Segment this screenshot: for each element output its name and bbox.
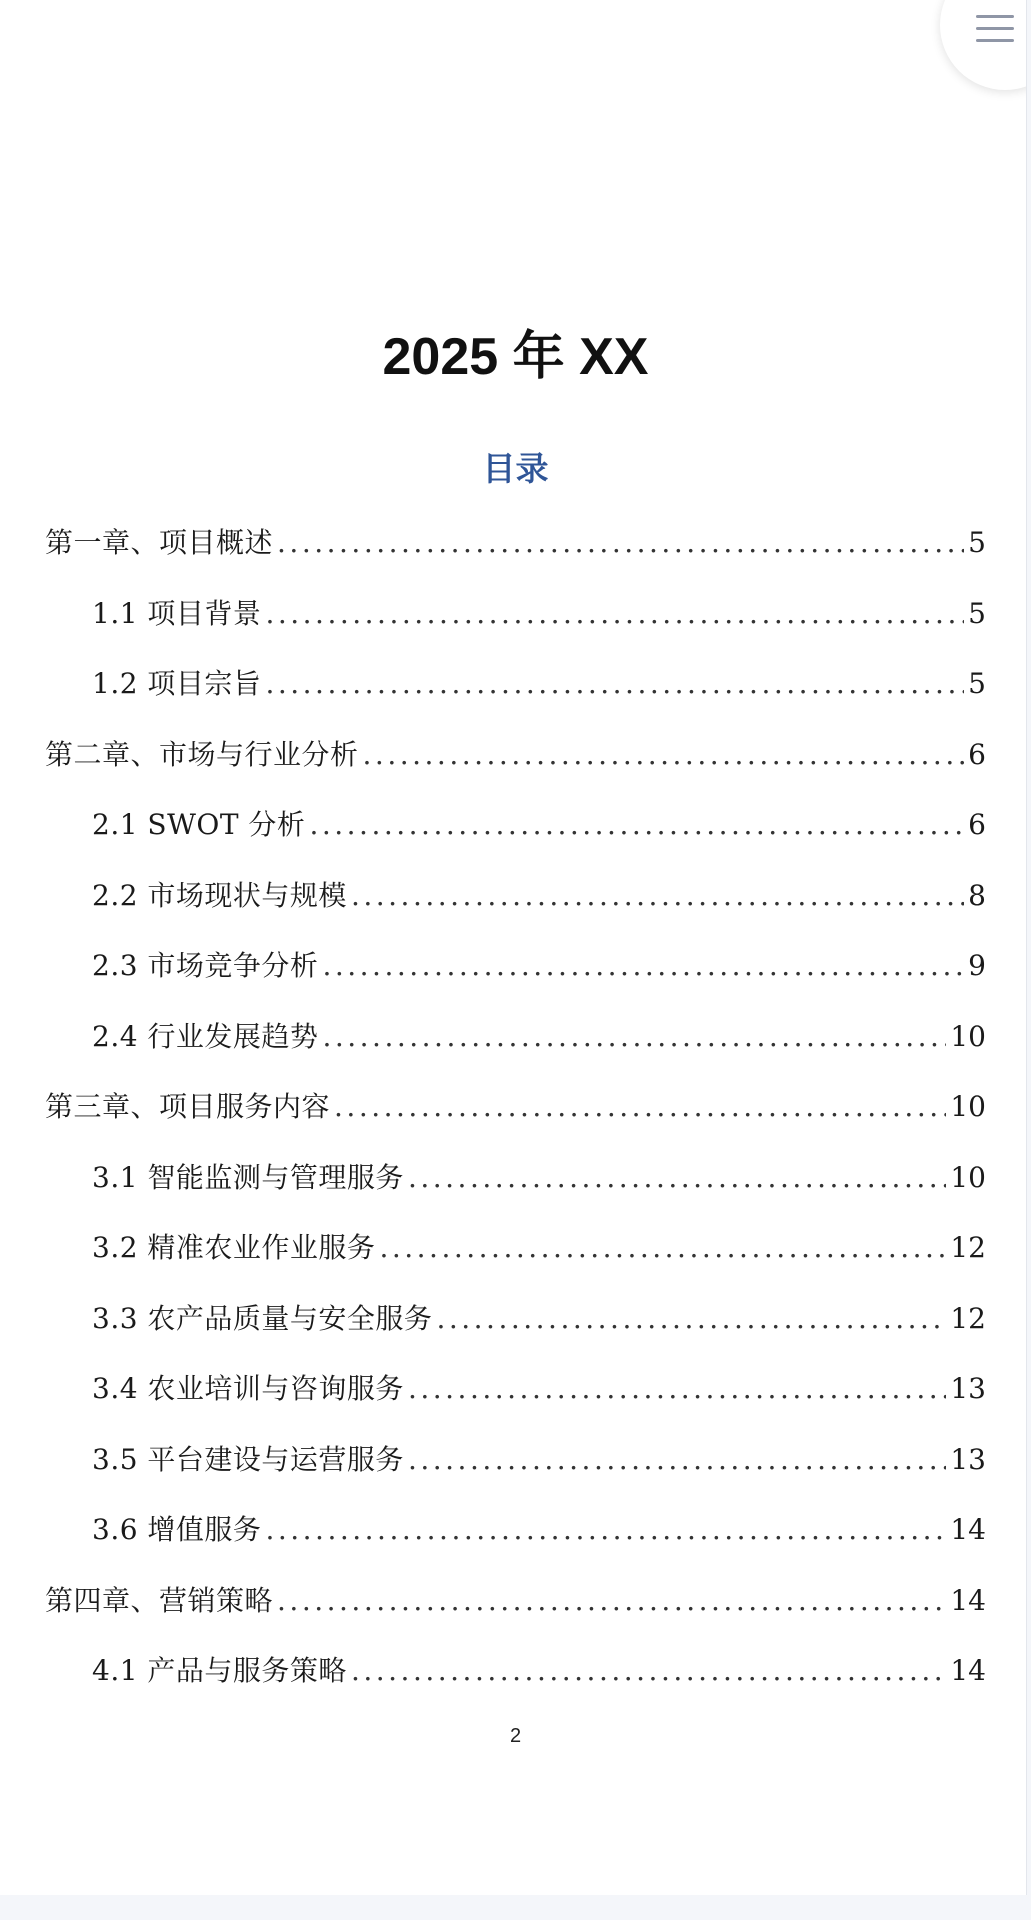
- toc-entry-page: 14: [950, 1513, 986, 1546]
- table-of-contents: [45, 508, 986, 1707]
- toc-entry-title: 4.1 产品与服务策略: [92, 1654, 347, 1687]
- toc-entry-title: 2.2 市场现状与规模: [92, 878, 347, 912]
- toc-dot-leader: [322, 931, 964, 1002]
- toc-dot-leader: [265, 649, 964, 720]
- toc-entry-page: 12: [950, 1231, 986, 1264]
- toc-entry-title: 第一章、项目概述: [45, 526, 274, 559]
- toc-dot-leader: [363, 720, 965, 791]
- toc-section-entry[interactable]: [45, 1284, 986, 1355]
- toc-section-entry[interactable]: [45, 1143, 986, 1214]
- toc-section-entry[interactable]: [45, 1495, 986, 1566]
- toc-section-entry[interactable]: [45, 931, 986, 1002]
- toc-dot-leader: [309, 790, 964, 861]
- toc-dot-leader: [351, 1636, 946, 1707]
- toc-dot-leader: [334, 1072, 946, 1143]
- toc-dot-leader: [379, 1213, 946, 1284]
- toc-entry-page: 6: [968, 808, 986, 841]
- document-title: 2025 年 XX: [382, 328, 649, 386]
- toc-chapter-entry[interactable]: [45, 508, 986, 579]
- toc-entry-page: 14: [950, 1583, 986, 1617]
- toc-dot-leader: [408, 1425, 946, 1496]
- toc-chapter-entry[interactable]: [45, 1566, 986, 1637]
- toc-section-entry[interactable]: [45, 1636, 986, 1707]
- toc-entry-title: 3.1 智能监测与管理服务: [92, 1160, 404, 1194]
- toc-dot-leader: [277, 1566, 946, 1637]
- toc-dot-leader: [351, 861, 964, 932]
- toc-section-entry[interactable]: [45, 649, 986, 720]
- toc-entry-page: 12: [950, 1301, 986, 1335]
- menu-button[interactable]: [940, 0, 1027, 90]
- toc-entry-page: 13: [950, 1372, 986, 1405]
- toc-dot-leader: [277, 508, 964, 579]
- toc-section-entry[interactable]: [45, 861, 986, 932]
- toc-entry-title: 2.1 SWOT 分析: [92, 808, 306, 841]
- toc-dot-leader: [265, 1495, 946, 1566]
- toc-entry-title: 第四章、营销策略: [45, 1583, 274, 1617]
- page-number: 2: [509, 1725, 522, 1747]
- toc-entry-page: 13: [950, 1442, 986, 1476]
- toc-entry-title: 2.4 行业发展趋势: [92, 1019, 319, 1053]
- toc-entry-page: 10: [950, 1019, 986, 1053]
- toc-entry-title: 1.2 项目宗旨: [92, 667, 262, 700]
- toc-entry-page: 10: [950, 1090, 986, 1123]
- toc-entry-page: 9: [968, 949, 986, 982]
- toc-entry-title: 3.5 平台建设与运营服务: [92, 1442, 404, 1476]
- toc-heading: 目录: [482, 449, 549, 488]
- toc-entry-title: 2.3 市场竞争分析: [92, 949, 319, 982]
- toc-entry-title: 第三章、项目服务内容: [45, 1090, 331, 1123]
- toc-entry-page: 5: [968, 526, 986, 559]
- toc-entry-page: 14: [950, 1654, 986, 1687]
- toc-entry-title: 3.4 农业培训与咨询服务: [92, 1372, 404, 1405]
- hamburger-menu-icon: [976, 15, 1014, 18]
- toc-dot-leader: [436, 1284, 946, 1355]
- toc-entry-page: 10: [950, 1160, 986, 1194]
- toc-section-entry[interactable]: [45, 1002, 986, 1073]
- toc-entry-page: 8: [968, 878, 986, 912]
- toc-chapter-entry[interactable]: [45, 1072, 986, 1143]
- toc-section-entry[interactable]: [45, 579, 986, 650]
- toc-section-entry[interactable]: [45, 790, 986, 861]
- toc-dot-leader: [408, 1354, 946, 1425]
- toc-section-entry[interactable]: [45, 1213, 986, 1284]
- toc-entry-title: 1.1 项目背景: [92, 596, 262, 630]
- toc-entry-title: 3.3 农产品质量与安全服务: [92, 1301, 433, 1335]
- hamburger-menu-icon-bar: [976, 27, 1014, 30]
- toc-dot-leader: [265, 579, 964, 650]
- toc-entry-page: 5: [968, 667, 986, 700]
- toc-entry-title: 第二章、市场与行业分析: [45, 737, 359, 771]
- toc-section-entry[interactable]: [45, 1425, 986, 1496]
- toc-chapter-entry[interactable]: [45, 720, 986, 791]
- toc-entry-page: 5: [968, 596, 986, 630]
- toc-entry-title: 3.6 增值服务: [92, 1513, 262, 1546]
- hamburger-menu-icon-bar: [976, 39, 1014, 42]
- toc-section-entry[interactable]: [45, 1354, 986, 1425]
- toc-entry-page: 6: [968, 737, 986, 771]
- toc-dot-leader: [322, 1002, 946, 1073]
- toc-entry-title: 3.2 精准农业作业服务: [92, 1231, 376, 1264]
- toc-dot-leader: [408, 1143, 946, 1214]
